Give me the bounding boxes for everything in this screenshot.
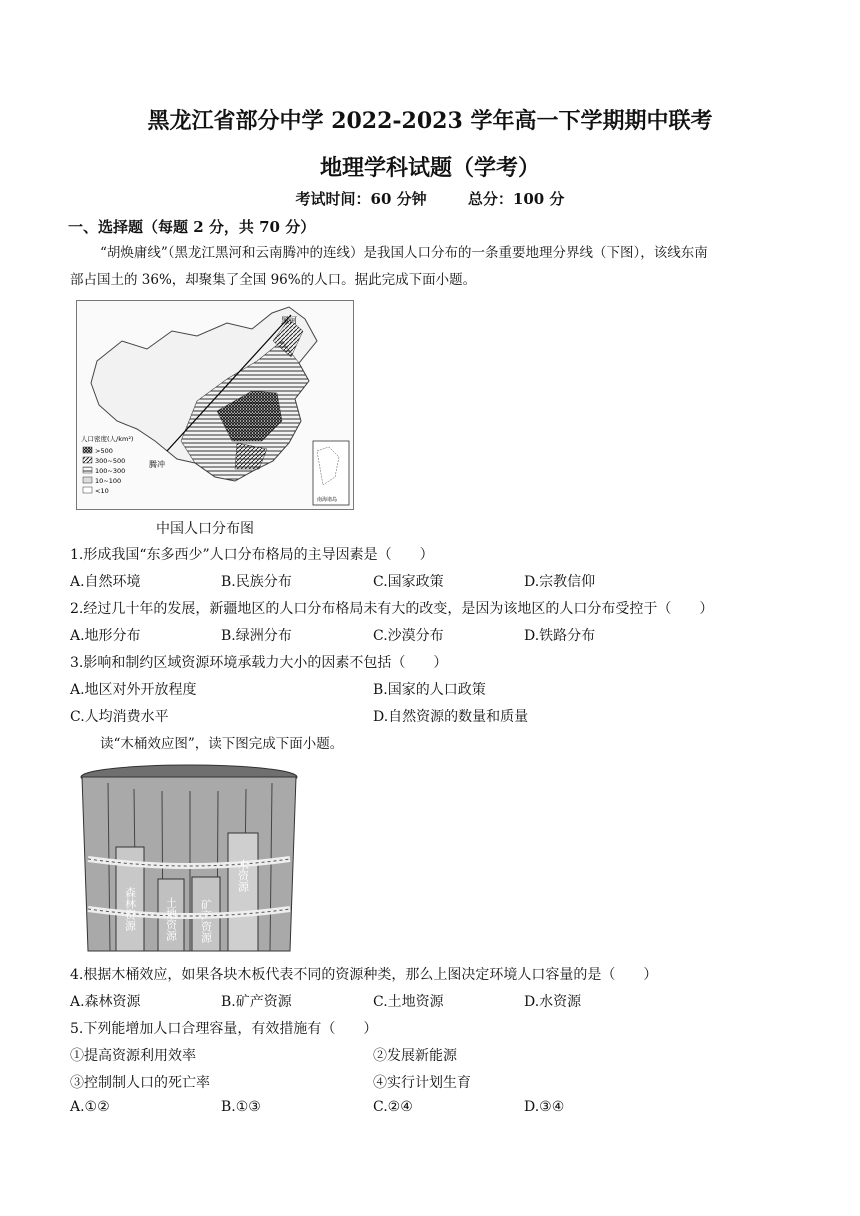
inset-label: 南海诸岛 bbox=[317, 497, 338, 503]
statement-4: ④实行计划生育 bbox=[373, 1075, 471, 1091]
option-d[interactable]: D.宗教信仰 bbox=[524, 574, 596, 590]
legend-item: <10 bbox=[95, 487, 109, 495]
legend-item: >500 bbox=[95, 447, 113, 455]
barrel-label-land: 土地资源 bbox=[164, 897, 178, 941]
option-d[interactable]: D.水资源 bbox=[524, 994, 582, 1010]
statement-1: ①提高资源利用效率 bbox=[70, 1048, 196, 1064]
statement-2: ②发展新能源 bbox=[373, 1048, 457, 1064]
south-sea-inset bbox=[313, 441, 349, 505]
question-4: 4.根据木桶效应，如果各块木板代表不同的资源种类，那么上图决定环境人口容量的是（ ） bbox=[70, 967, 658, 983]
option-a[interactable]: A.自然环境 bbox=[70, 574, 141, 590]
intro-line-1: “胡焕庸线”（黑龙江黑河和云南腾冲的连线）是我国人口分布的一条重要地理分界线（下图），该线东南 bbox=[100, 245, 708, 261]
option-a[interactable]: A.地区对外开放程度 bbox=[70, 682, 197, 698]
intro2-text: 读“木桶效应图”，读下图完成下面小题。 bbox=[100, 736, 344, 752]
question-2: 2.经过几十年的发展，新疆地区的人口分布格局未有大的改变，是因为该地区的人口分布受控于（ ） bbox=[70, 601, 714, 617]
statement-3: ③控制制人口的死亡率 bbox=[70, 1075, 210, 1091]
option-a[interactable]: A.地形分布 bbox=[70, 628, 141, 644]
option-c[interactable]: C.沙漠分布 bbox=[373, 628, 444, 644]
option-d[interactable]: D.铁路分布 bbox=[524, 628, 596, 644]
option-c[interactable]: C.②④ bbox=[373, 1099, 413, 1115]
option-b[interactable]: B.民族分布 bbox=[221, 574, 292, 590]
option-b[interactable]: B.绿洲分布 bbox=[221, 628, 292, 644]
option-a[interactable]: A.①② bbox=[70, 1099, 110, 1115]
option-b[interactable]: B.①③ bbox=[221, 1099, 261, 1115]
exam-time: 考试时间：60 分钟 bbox=[295, 190, 427, 208]
question-3: 3.影响和制约区域资源环境承载力大小的因素不包括（ ） bbox=[70, 655, 448, 671]
barrel-graphic bbox=[76, 763, 302, 953]
china-population-map bbox=[76, 300, 354, 510]
option-d[interactable]: D.③④ bbox=[524, 1099, 565, 1115]
legend-item: 300~500 bbox=[95, 457, 126, 465]
intro-line-2: 部占国土的 36%，却聚集了全国 96%的人口。据此完成下面小题。 bbox=[70, 272, 477, 288]
barrel-label-forest: 森林资源 bbox=[123, 887, 137, 931]
total-score: 总分：100 分 bbox=[467, 190, 565, 208]
map-graphic bbox=[77, 301, 353, 509]
option-c[interactable]: C.国家政策 bbox=[373, 574, 444, 590]
option-c[interactable]: C.土地资源 bbox=[373, 994, 444, 1010]
barrel-label-water: 水资源 bbox=[236, 859, 250, 892]
map-caption: 中国人口分布图 bbox=[156, 521, 254, 537]
option-c[interactable]: C.人均消费水平 bbox=[70, 709, 169, 725]
barrel-label-mineral: 矿产资源 bbox=[199, 899, 213, 943]
question-1: 1.形成我国“东多西少”人口分布格局的主导因素是（ ） bbox=[70, 547, 434, 563]
question-5: 5.下列能增加人口合理容量，有效措施有（ ） bbox=[70, 1021, 378, 1037]
legend-item: 10~100 bbox=[95, 477, 122, 485]
option-a[interactable]: A.森林资源 bbox=[70, 994, 141, 1010]
intro-paragraph-2 bbox=[70, 731, 792, 758]
option-b[interactable]: B.矿产资源 bbox=[221, 994, 292, 1010]
label-tengchong: 腾冲 bbox=[149, 460, 165, 469]
label-heihe: 黑河 bbox=[281, 316, 297, 325]
option-b[interactable]: B.国家的人口政策 bbox=[373, 682, 486, 698]
exam-title: 黑龙江省部分中学 2022-2023 学年高一下学期期中联考 bbox=[147, 108, 713, 134]
section-heading: 一、选择题（每题 2 分，共 70 分） bbox=[68, 218, 316, 236]
legend-title: 人口密度(人/km²) bbox=[81, 435, 134, 443]
exam-subtitle: 地理学科试题（学考） bbox=[319, 155, 540, 181]
exam-meta bbox=[0, 188, 860, 209]
wooden-barrel-figure bbox=[76, 763, 302, 953]
legend-item: 100~300 bbox=[95, 467, 126, 475]
option-d[interactable]: D.自然资源的数量和质量 bbox=[373, 709, 529, 725]
intro-paragraph bbox=[70, 240, 792, 294]
